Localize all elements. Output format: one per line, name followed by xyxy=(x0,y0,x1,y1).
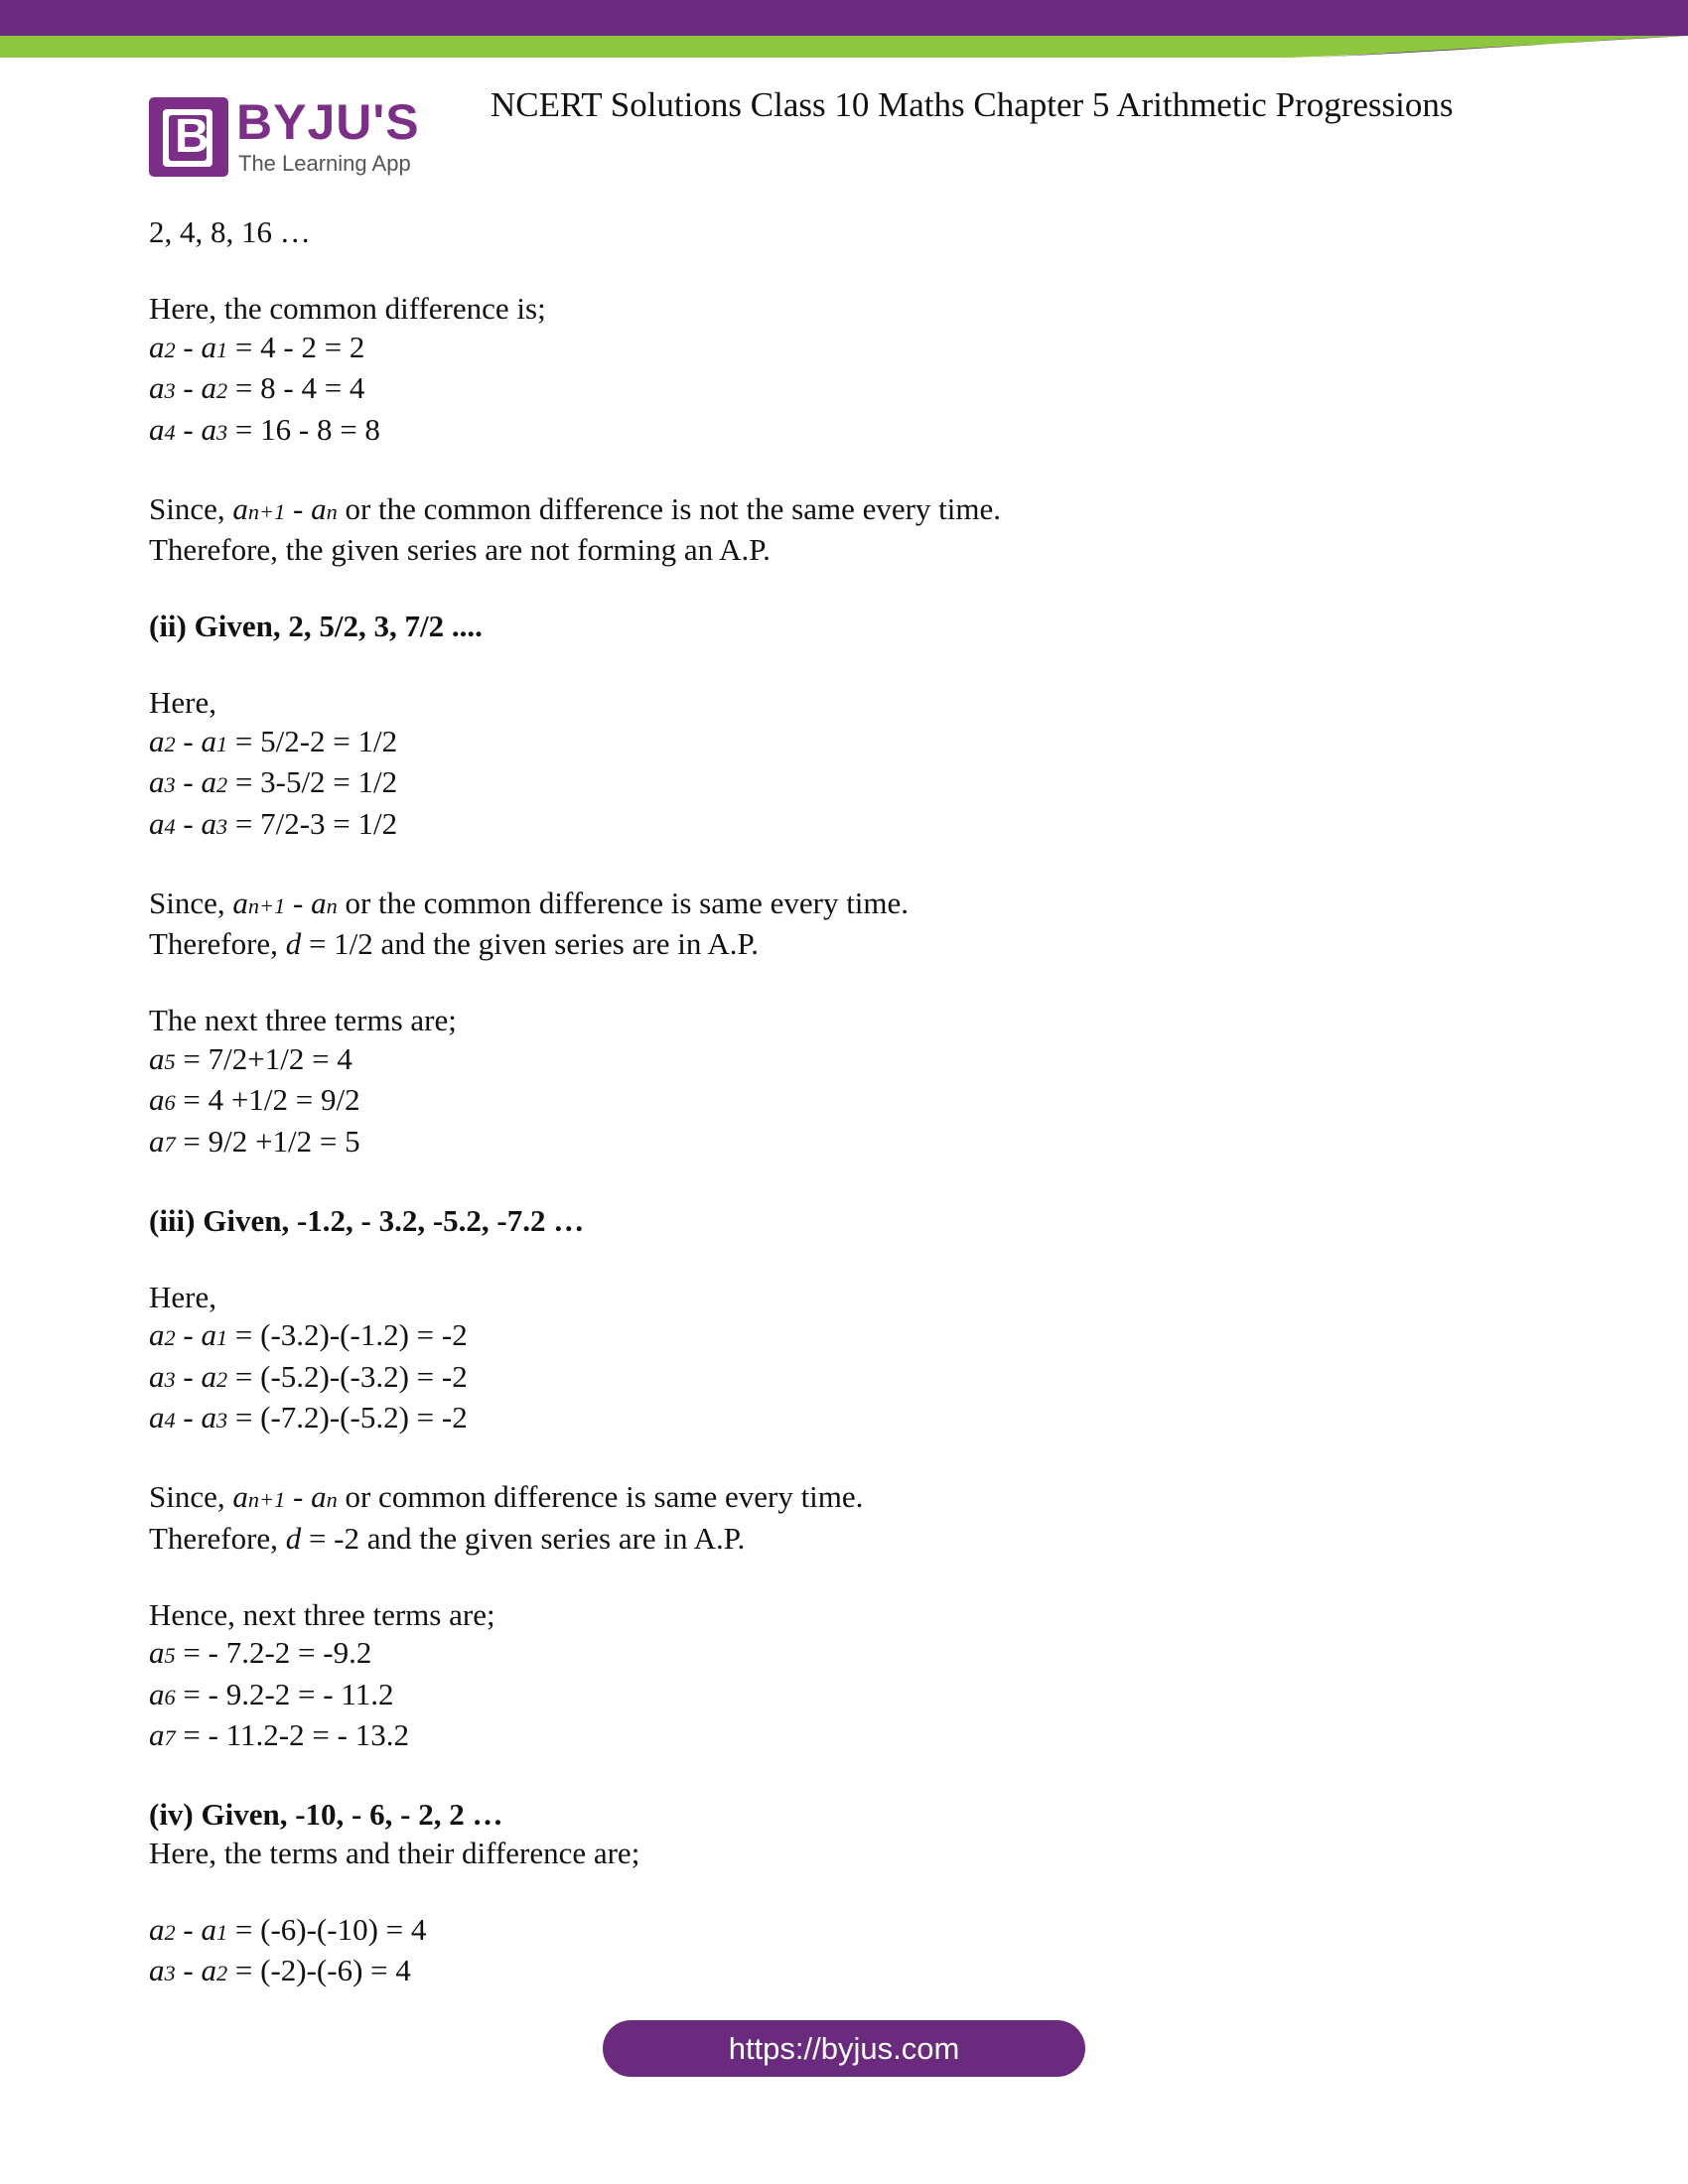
text-line: Therefore, d = -2 and the given series are in A.P. xyxy=(149,1520,746,1556)
header-green-band xyxy=(0,36,1688,58)
equation-line: a2 - a1 = 4 - 2 = 2 xyxy=(149,329,365,364)
equation-line: a4 - a3 = (-7.2)-(-5.2) = -2 xyxy=(149,1400,468,1434)
equation-line: a6 = 4 +1/2 = 9/2 xyxy=(149,1082,360,1117)
equation-line: a7 = - 11.2-2 = - 13.2 xyxy=(149,1717,409,1752)
brand-name: BYJU'S xyxy=(236,94,420,150)
equation-line: a4 - a3 = 16 - 8 = 8 xyxy=(149,411,380,447)
text-line: Here, the terms and their difference are; xyxy=(149,1835,640,1870)
section-heading: (ii) Given, 2, 5/2, 3, 7/2 .... xyxy=(149,609,483,643)
logo-letter: B xyxy=(175,110,210,163)
page-title: NCERT Solutions Class 10 Maths Chapter 5 Arithmetic Progressions xyxy=(491,85,1454,124)
text-line: Here, the common difference is; xyxy=(149,291,546,326)
equation-line: a5 = - 7.2-2 = -9.2 xyxy=(149,1635,372,1670)
text-line: Here, xyxy=(149,685,216,720)
equation-line: a3 - a2 = 8 - 4 = 4 xyxy=(149,370,365,405)
text-line: Therefore, the given series are not forming an A.P. xyxy=(149,532,771,567)
header-purple-band xyxy=(0,0,1688,36)
text-line: Here, xyxy=(149,1279,216,1314)
footer-url-text: https://byjus.com xyxy=(728,2030,960,2066)
brand-tagline: The Learning App xyxy=(238,151,411,176)
equation-line: a3 - a2 = (-5.2)-(-3.2) = -2 xyxy=(149,1358,468,1394)
equation-line: a6 = - 9.2-2 = - 11.2 xyxy=(149,1676,394,1711)
footer-url-link[interactable] xyxy=(603,2020,1085,2077)
text-line: Since, an+1 - an or the common difference is not the same every time. xyxy=(149,490,1002,526)
text-line: The next three terms are; xyxy=(149,1003,457,1037)
equation-line: a2 - a1 = (-6)-(-10) = 4 xyxy=(149,1911,427,1947)
text-line: Since, an+1 - an or common difference is same every time. xyxy=(149,1479,864,1514)
equation-line: a7 = 9/2 +1/2 = 5 xyxy=(149,1123,360,1159)
equation-line: a5 = 7/2+1/2 = 4 xyxy=(149,1040,352,1076)
logo-mark xyxy=(149,97,228,177)
equation-line: a3 - a2 = 3-5/2 = 1/2 xyxy=(149,764,398,799)
equation-line: a2 - a1 = 5/2-2 = 1/2 xyxy=(149,723,398,758)
document-body xyxy=(149,213,1559,1993)
equation-line: a2 - a1 = (-3.2)-(-1.2) = -2 xyxy=(149,1317,468,1352)
text-line: Therefore, d = 1/2 and the given series are in A.P. xyxy=(149,926,760,961)
equation-line: a4 - a3 = 7/2-3 = 1/2 xyxy=(149,805,398,841)
text-line: Since, an+1 - an or the common difference is same every time. xyxy=(149,885,910,920)
text-line: 2, 4, 8, 16 … xyxy=(149,214,311,249)
section-heading: (iv) Given, -10, - 6, - 2, 2 … xyxy=(149,1797,503,1832)
equation-line: a3 - a2 = (-2)-(-6) = 4 xyxy=(149,1953,411,1987)
text-line: Hence, next three terms are; xyxy=(149,1596,495,1632)
byjus-logo xyxy=(149,94,437,181)
section-heading: (iii) Given, -1.2, - 3.2, -5.2, -7.2 … xyxy=(149,1202,585,1238)
